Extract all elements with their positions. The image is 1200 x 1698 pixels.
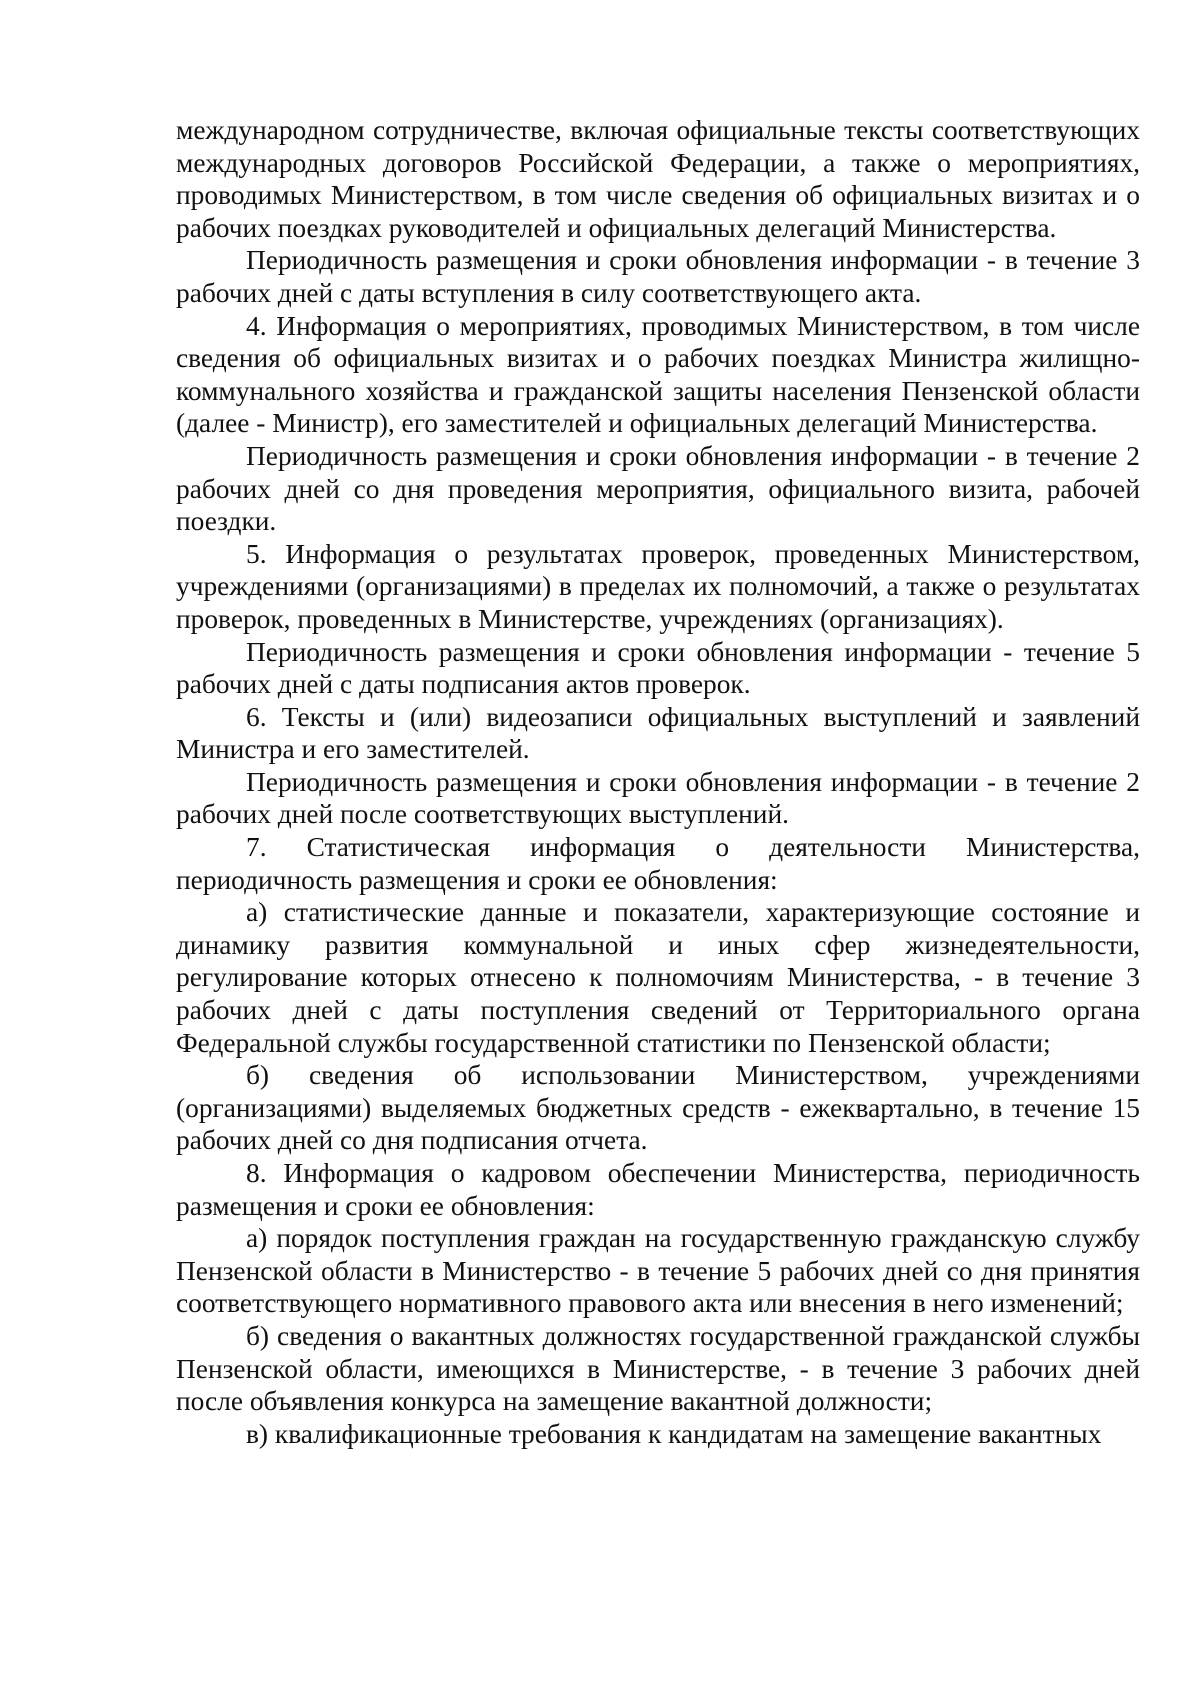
paragraph-periodicity-4: Периодичность размещения и сроки обновления информации - в течение 2 рабочих дней со дня проведения мероприятия, официального визита, рабочей поездки. xyxy=(176,440,1140,537)
paragraph-item-4: 4. Информация о мероприятиях, проводимых Министерством, в том числе сведения об официальных визитах и о рабочих поездках Министра жилищно-коммунального хозяйства и гражданской защиты населения Пензенской области (далее - Министр), его заместителей и официальных делегаций Министерства. xyxy=(176,310,1140,439)
paragraph-item-8b: б) сведения о вакантных должностях государственной гражданской службы Пензенской области, имеющихся в Министерстве, - в течение 3 рабочих дней после объявления конкурса на замещение вакантной должности; xyxy=(176,1320,1140,1417)
paragraph-item-7a: а) статистические данные и показатели, характеризующие состояние и динамику развития коммунальной и иных сфер жизнедеятельности, регулирование которых отнесено к полномочиям Министерства, - в течение 3 рабочих дней с даты поступления сведений от Территориального органа Федеральной службы государственной статистики по Пензенской области; xyxy=(176,897,1140,1058)
paragraph-item-6: 6. Тексты и (или) видеозаписи официальных выступлений и заявлений Министра и его заместителей. xyxy=(176,701,1140,765)
paragraph-periodicity-6: Периодичность размещения и сроки обновления информации - в течение 2 рабочих дней после соответствующих выступлений. xyxy=(176,766,1140,830)
paragraph-item-8: 8. Информация о кадровом обеспечении Министерства, периодичность размещения и сроки ее обновления: xyxy=(176,1158,1140,1221)
paragraph-item-8v: в) квалификационные требования к кандидатам на замещение вакантных xyxy=(246,1418,1102,1449)
paragraph-periodicity-5: Периодичность размещения и сроки обновления информации - течение 5 рабочих дней с даты подписания актов проверок. xyxy=(176,636,1140,700)
paragraph-periodicity-3: Периодичность размещения и сроки обновления информации - в течение 3 рабочих дней с даты вступления в силу соответствующего акта. xyxy=(176,245,1140,308)
paragraph-item-5: 5. Информация о результатах проверок, проведенных Министерством, учреждениями (организациями) в пределах их полномочий, а также о результатах проверок, проведенных в Министерстве, учреждениях (организациях). xyxy=(176,538,1140,634)
paragraph-item-7b: б) сведения об использовании Министерством, учреждениями (организациями) выделяемых бюджетных средств - ежеквартально, в течение 15 рабочих дней со дня подписания отчета. xyxy=(176,1060,1140,1156)
paragraph-continuation: международном сотрудничестве, включая официальные тексты соответствующих международных договоров Российской Федерации, а также о мероприятиях, проводимых Министерством, в том числе сведения об официальных визитах и о рабочих поездках руководителей и официальных делегаций Министерства. xyxy=(176,115,1140,243)
document-body xyxy=(176,114,1140,1450)
paragraph-item-8a: а) порядок поступления граждан на государственную гражданскую службу Пензенской области в Министерство - в течение 5 рабочих дней со дня принятия соответствующего нормативного правового акта или внесения в него изменений; xyxy=(176,1223,1140,1319)
paragraph-item-7: 7. Статистическая информация о деятельности Министерства, периодичность размещения и сроки ее обновления: xyxy=(176,832,1140,895)
